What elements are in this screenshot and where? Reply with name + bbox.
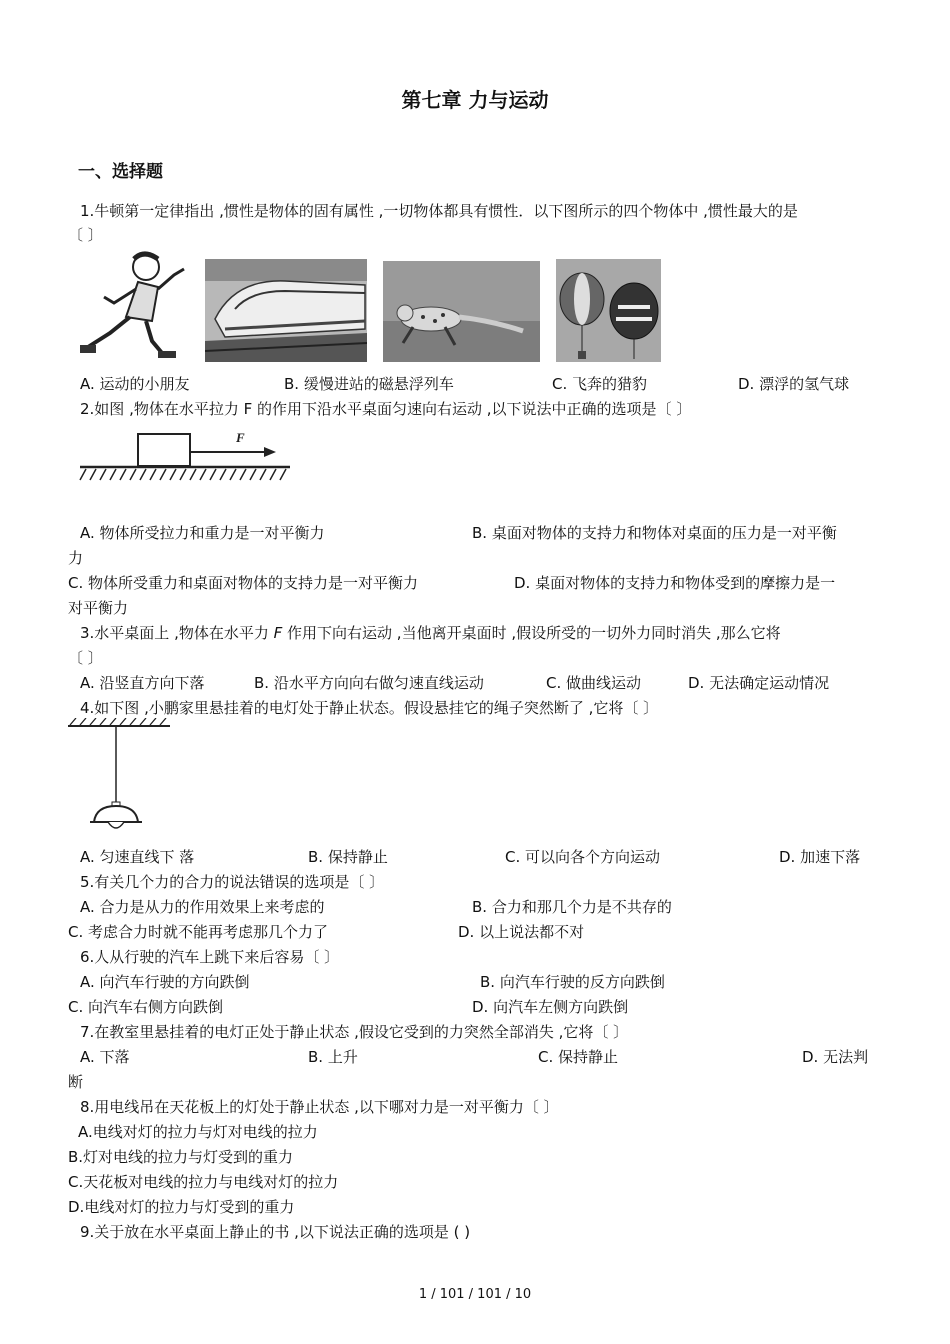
q8-option-b[interactable]: B.灯对电线的拉力与灯受到的重力	[68, 1148, 294, 1166]
q6-option-c[interactable]: C. 向汽车右侧方向跌倒	[68, 998, 224, 1016]
q8-stem: 8.用电线吊在天花板上的灯处于静止状态 ,以下哪对力是一对平衡力〔 〕	[80, 1098, 559, 1116]
block-on-table-diagram	[76, 424, 294, 494]
q7-option-a[interactable]: A. 下落	[80, 1048, 130, 1066]
q5-option-c[interactable]: C. 考虑合力时就不能再考虑那几个力了	[68, 923, 329, 941]
maglev-train-photo	[205, 259, 367, 362]
q6-option-d[interactable]: D. 向汽车左侧方向跌倒	[472, 998, 629, 1016]
q2-option-d-wrap: 对平衡力	[68, 599, 129, 617]
q8-option-a[interactable]: A.电线对灯的拉力与灯对电线的拉力	[78, 1123, 318, 1141]
q6-option-a[interactable]: A. 向汽车行驶的方向跌倒	[80, 973, 250, 991]
q5-stem: 5.有关几个力的合力的说法错误的选项是〔 〕	[80, 873, 385, 891]
cheetah-photo	[383, 261, 540, 362]
force-label: F	[236, 430, 245, 445]
q4-option-a[interactable]: A. 匀速直线下 落	[80, 848, 195, 866]
q2-option-c[interactable]: C. 物体所受重力和桌面对物体的支持力是一对平衡力	[68, 574, 419, 592]
section-heading: 一、选择题	[78, 162, 163, 182]
page-title: 第七章 力与运动	[401, 88, 549, 112]
q3-option-d[interactable]: D. 无法确定运动情况	[688, 674, 830, 692]
q1-option-a[interactable]: A. 运动的小朋友	[80, 375, 190, 393]
q2-option-b[interactable]: B. 桌面对物体的支持力和物体对桌面的压力是一对平衡	[472, 524, 837, 542]
q2-stem: 2.如图 ,物体在水平拉力 F 的作用下沿水平桌面匀速向右运动 ,以下说法中正确的选项是〔 〕	[80, 400, 692, 418]
q6-option-b[interactable]: B. 向汽车行驶的反方向跌倒	[480, 973, 665, 991]
q2-option-a[interactable]: A. 物体所受拉力和重力是一对平衡力	[80, 524, 325, 542]
q7-option-c[interactable]: C. 保持静止	[538, 1048, 619, 1066]
q1-stem-bracket: 〔 〕	[68, 226, 103, 244]
q9-stem: 9.关于放在水平桌面上静止的书 ,以下说法正确的选项是 ( )	[80, 1223, 471, 1241]
q3-option-c[interactable]: C. 做曲线运动	[546, 674, 642, 692]
q7-option-d[interactable]: D. 无法判	[802, 1048, 869, 1066]
q4-option-b[interactable]: B. 保持静止	[308, 848, 388, 866]
q5-option-d[interactable]: D. 以上说法都不对	[458, 923, 585, 941]
force-symbol: F	[273, 624, 283, 642]
q5-option-b[interactable]: B. 合力和那几个力是不共存的	[472, 898, 672, 916]
q1-option-d[interactable]: D. 漂浮的氢气球	[738, 375, 850, 393]
page-number: 1 / 101 / 101 / 10	[418, 1287, 532, 1302]
q4-option-c[interactable]: C. 可以向各个方向运动	[505, 848, 661, 866]
q7-option-d-wrap: 断	[68, 1073, 84, 1091]
q5-option-a[interactable]: A. 合力是从力的作用效果上来考虑的	[80, 898, 325, 916]
q3-option-b[interactable]: B. 沿水平方向向右做匀速直线运动	[254, 674, 484, 692]
hydrogen-balloons-photo	[556, 259, 661, 362]
q7-option-b[interactable]: B. 上升	[308, 1048, 358, 1066]
q2-option-b-wrap: 力	[68, 549, 84, 567]
q8-option-c[interactable]: C.天花板对电线的拉力与电线对灯的拉力	[68, 1173, 339, 1191]
q4-stem: 4.如下图 ,小鹏家里悬挂着的电灯处于静止状态。假设悬挂它的绳子突然断了 ,它将〔 〕	[80, 699, 659, 717]
running-child-illustration	[74, 247, 194, 362]
q3-stem-bracket: 〔 〕	[68, 649, 103, 667]
q1-option-c[interactable]: C. 飞奔的猎豹	[552, 375, 648, 393]
q6-stem: 6.人从行驶的汽车上跳下来后容易〔 〕	[80, 948, 340, 966]
q1-option-b[interactable]: B. 缓慢进站的磁悬浮列车	[284, 375, 454, 393]
q4-option-d[interactable]: D. 加速下落	[779, 848, 861, 866]
q2-option-d[interactable]: D. 桌面对物体的支持力和物体受到的摩擦力是一	[514, 574, 836, 592]
q1-stem: 1.牛顿第一定律指出 ,惯性是物体的固有属性 ,一切物体都具有惯性．以下图所示的四个物体中 ,惯性最大的是	[80, 202, 798, 220]
q3-option-a[interactable]: A. 沿竖直方向下落	[80, 674, 205, 692]
q7-stem: 7.在教室里悬挂着的电灯正处于静止状态 ,假设它受到的力突然全部消失 ,它将〔 〕	[80, 1023, 629, 1041]
q3-stem: 3.水平桌面上 ,物体在水平力 F 作用下向右运动 ,当他离开桌面时 ,假设所受的一切外力同时消失 ,那么它将	[80, 624, 781, 642]
q8-option-d[interactable]: D.电线对灯的拉力与灯受到的重力	[68, 1198, 295, 1216]
hanging-lamp-diagram	[66, 718, 172, 838]
